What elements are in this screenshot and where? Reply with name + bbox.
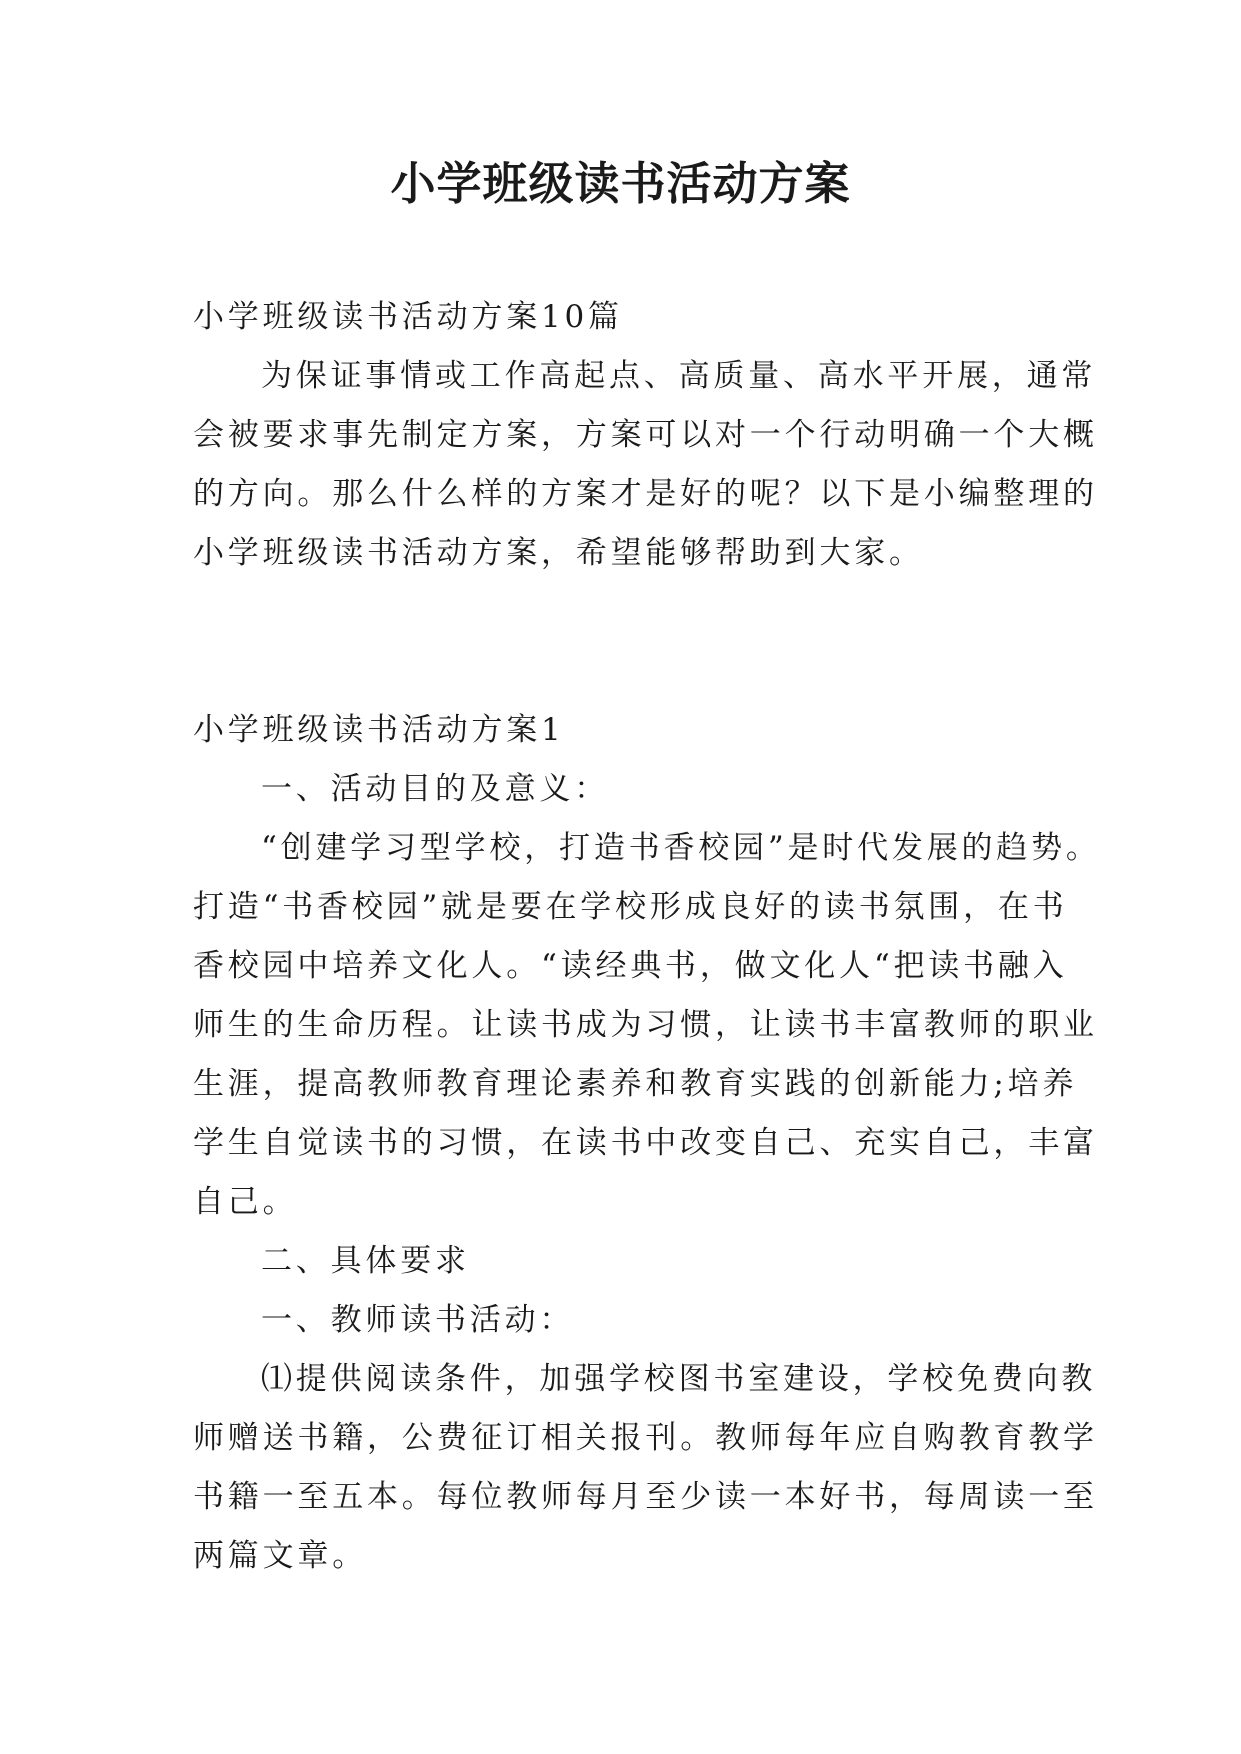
part1-line: 师生的生命历程。让读书成为习惯，让读书丰富教师的职业 [193, 1007, 1098, 1043]
intro-line: 会被要求事先制定方案，方案可以对一个行动明确一个大概 [193, 417, 1098, 453]
part1-line: 自己。 [193, 1184, 298, 1220]
intro-line: 小学班级读书活动方案，希望能够帮助到大家。 [193, 535, 924, 571]
intro-line: 为保证事情或工作高起点、高质量、高水平开展，通常 [261, 358, 1097, 394]
item1-paragraph [193, 1350, 1098, 1586]
intro-paragraph [193, 347, 1098, 583]
item1-line: 师赠送书籍，公费征订相关报刊。教师每年应自购教育教学 [193, 1420, 1098, 1456]
part1-line: 生涯，提高教师教育理论素养和教育实践的创新能力;培养 [193, 1066, 1078, 1102]
document-subtitle: 小学班级读书活动方案10篇 [193, 299, 623, 335]
part1-heading: 一、活动目的及意义： [261, 771, 609, 807]
part1-line: 香校园中培养文化人。“读经典书，做文化人“把读书融入 [193, 948, 1068, 984]
part2-heading: 二、具体要求 [261, 1243, 470, 1279]
teacher-reading-heading: 一、教师读书活动： [261, 1302, 575, 1338]
part1-line: 打造“书香校园”就是要在学校形成良好的读书氛围，在书 [193, 889, 1068, 925]
part1-paragraph [193, 819, 1101, 1232]
item1-line: 两篇文章。 [193, 1538, 367, 1574]
intro-line: 的方向。那么什么样的方案才是好的呢？以下是小编整理的 [193, 476, 1098, 512]
section-spacer [193, 583, 1053, 701]
item1-line: 书籍一至五本。每位教师每月至少读一本好书，每周读一至 [193, 1479, 1098, 1515]
item1-line: ⑴提供阅读条件，加强学校图书室建设，学校免费向教 [261, 1361, 1097, 1397]
part1-line: “创建学习型学校，打造书香校园”是时代发展的趋势。 [261, 830, 1101, 866]
document-title: 小学班级读书活动方案 [390, 157, 851, 210]
document-body [193, 288, 1101, 1586]
section-heading: 小学班级读书活动方案1 [193, 712, 565, 748]
part1-line: 学生自觉读书的习惯，在读书中改变自己、充实自己，丰富 [193, 1125, 1098, 1161]
